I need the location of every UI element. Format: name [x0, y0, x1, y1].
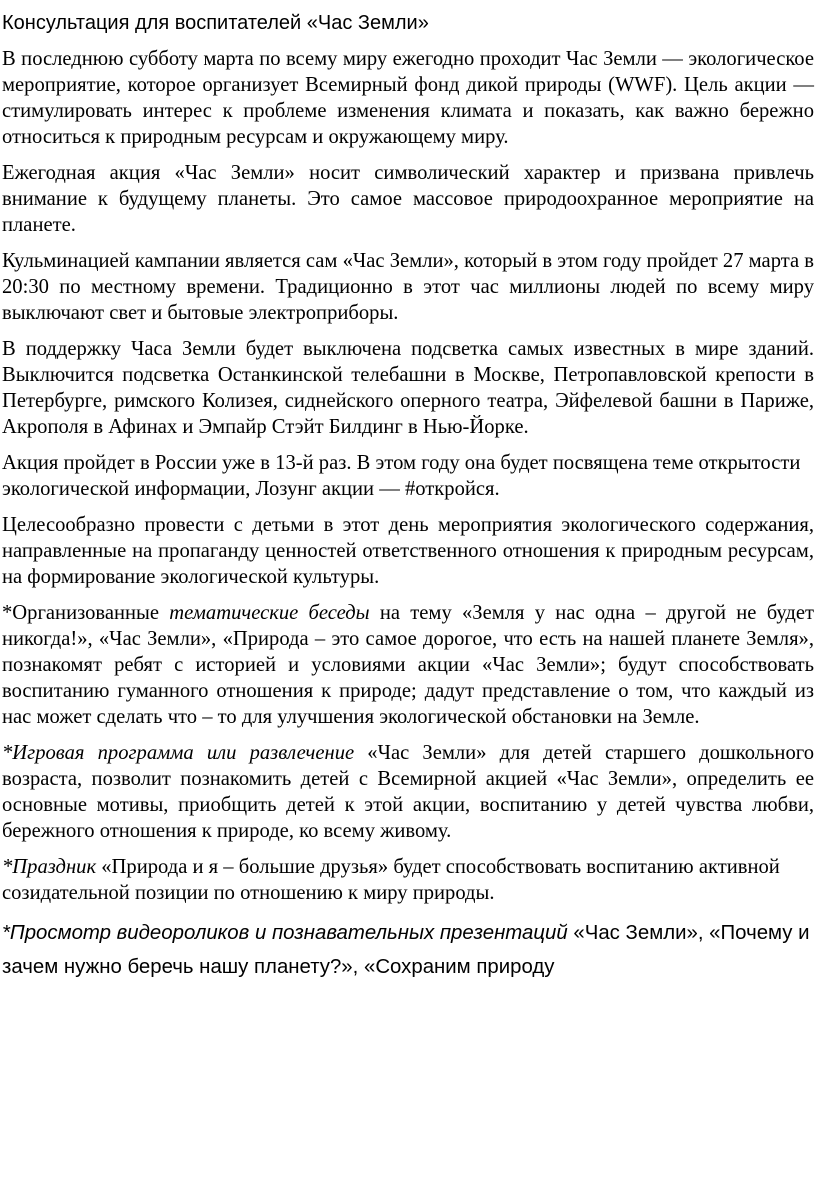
paragraph-thematic-talks [2, 600, 814, 730]
videos-emphasis: *Просмотр видеороликов и познавательных презентаций [2, 922, 568, 944]
talks-prefix: *Организованные [2, 602, 170, 624]
paragraph-holiday [2, 854, 814, 906]
holiday-text: «Природа и я – большие друзья» будет способствовать воспитанию активной созидательной позиции по отношению к миру природы. [2, 856, 780, 904]
paragraph-videos [2, 916, 814, 984]
game-text: «Час Земли» для детей старшего дошкольного возраста, позволит познакомить детей с Всемирной акцией «Час Земли», определить ее основные мотивы, приобщить детей к этой акции, воспитанию у детей чувства любви, бережного отношения к природе, ко всему живому. [2, 742, 814, 842]
paragraph-intro: В последнюю субботу марта по всему миру ежегодно проходит Час Земли — экологическое мероприятие, которое организует Всемирный фонд дикой природы (WWF). Цель акции — стимулировать интерес к проблеме изменения климата и показать, как важно бережно относиться к природным ресурсам и окружающему миру. [2, 48, 814, 148]
paragraph-game-program [2, 740, 814, 844]
paragraph-buildings: В поддержку Часа Земли будет выключена подсветка самых известных в мире зданий. Выключится подсветка Останкинской телебашни в Москве, Петропавловской крепости в Петербурге, римского Колизея, сиднейского оперного театра, Эйфелевой башни в Париже, Акрополя в Афинах и Эмпайр Стэйт Билдинг в Нью-Йорке. [2, 338, 814, 438]
holiday-emphasis: *Праздник [2, 856, 97, 878]
talks-text: на тему «Земля у нас одна – другой не будет никогда!», «Час Земли», «Природа – это самое дорогое, что есть на нашей планете Земля», познакомят ребят с историей и условиями акции «Час Земли»; будут способствовать воспитанию гуманного отношения к природе; дадут представление о том, что каждый из нас может сделать что – то для улучшения экологической обстановки на Земле. [2, 602, 815, 728]
paragraph-symbolic-action: Ежегодная акция «Час Земли» носит символический характер и призвана привлечь внимание к будущему планеты. Это самое массовое природоохранное мероприятие на планете. [2, 162, 814, 236]
paragraph-recommendation: Целесообразно провести с детьми в этот день мероприятия экологического содержания, направленные на пропаганду ценностей ответственного отношения к природным ресурсам, на формирование экологической культуры. [2, 514, 814, 588]
game-emphasis: *Игровая программа или развлечение [2, 742, 355, 764]
document-title: Консультация для воспитателей «Час Земли» [2, 12, 429, 34]
videos-text: «Час Земли», «Почему и зачем нужно беречь нашу планету?», «Сохраним природу [2, 922, 810, 978]
paragraph-russia: Акция пройдет в России уже в 13-й раз. В этом году она будет посвящена теме открытости экологической информации, Лозунг акции — #откройся. [2, 452, 801, 500]
talks-emphasis: тематические беседы [169, 602, 370, 624]
paragraph-culmination: Кульминацией кампании является сам «Час Земли», который в этом году пройдет 27 марта в 20:30 по местному времени. Традиционно в этот час миллионы людей по всему миру выключают свет и бытовые электроприборы. [2, 250, 814, 324]
